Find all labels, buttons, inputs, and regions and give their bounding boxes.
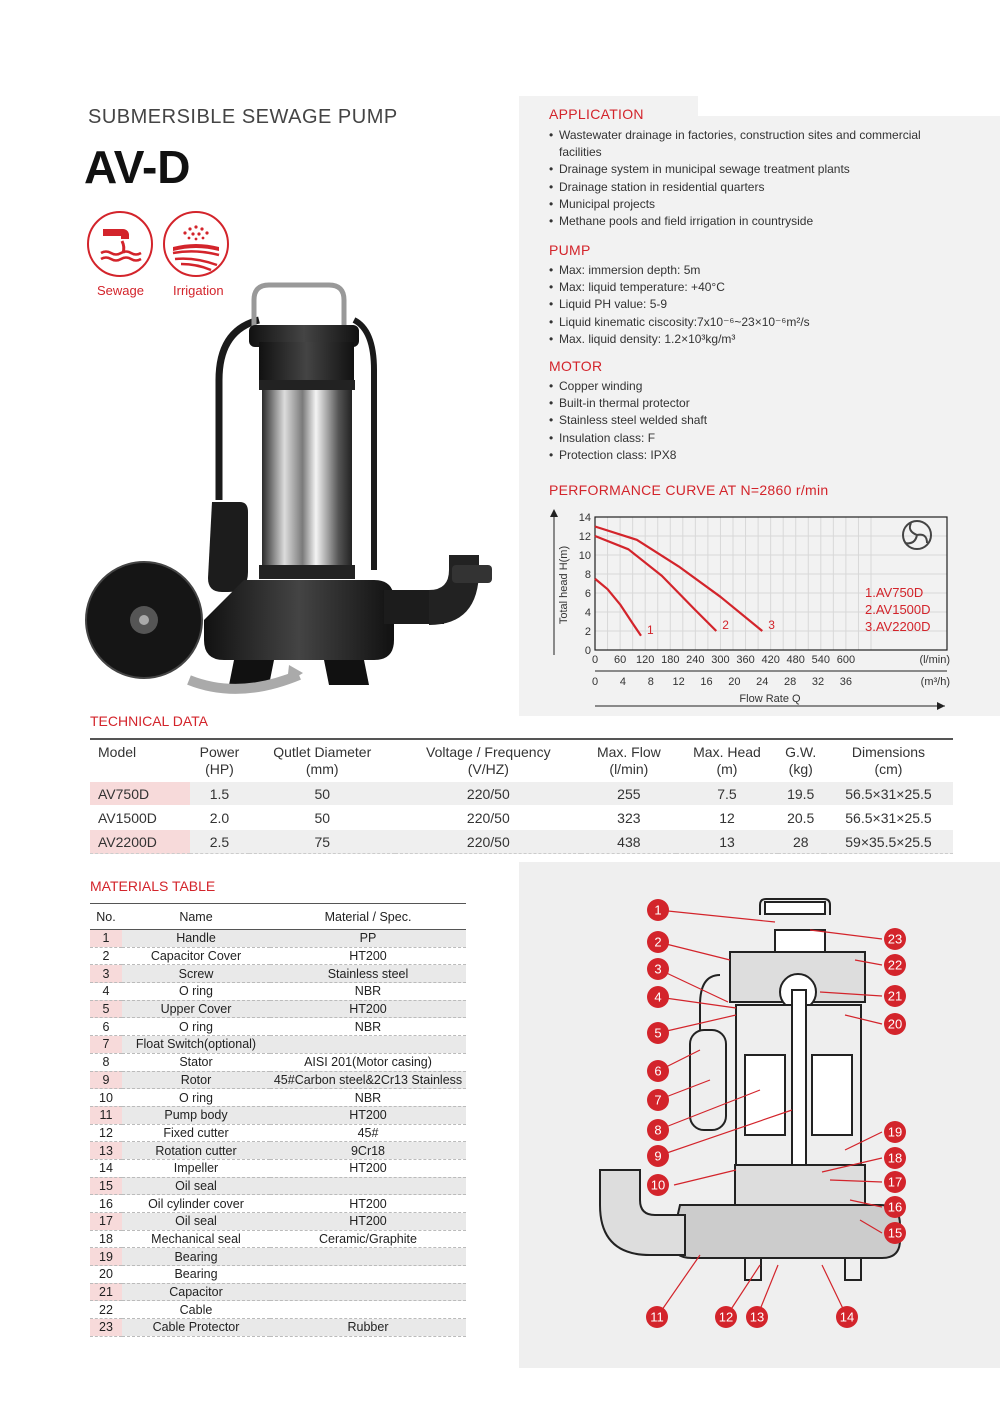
table-row [90,1124,466,1142]
table-cell: 20 [90,1266,122,1284]
table-cell: Capacitor [122,1283,270,1301]
callout-number: 9 [654,1148,662,1164]
table-cell: NBR [270,1089,466,1107]
x-axis-arrowhead [937,702,945,710]
column-header [90,739,190,782]
table-cell: PP [270,930,466,948]
table-cell: 19 [90,1248,122,1266]
impeller-icon-blades [905,523,927,543]
table-cell: 50 [249,806,395,830]
table-cell: 22 [90,1301,122,1319]
x-tick-label-m3h: 4 [619,676,626,688]
table-row [90,1301,466,1319]
table-cell: 12 [90,1124,122,1142]
table-cell: HT200 [270,1213,466,1231]
column-header-label: Dimensions [851,744,926,760]
table-row [90,1142,466,1160]
list-item: facilities [559,145,602,160]
x-tick-label-m3h: 16 [700,676,713,688]
table-cell [270,1248,466,1266]
table-cell: NBR [270,1018,466,1036]
callout-number: 3 [654,961,662,977]
table-cell [270,1036,466,1054]
table-cell: HT200 [270,947,466,965]
badge-label-irrigation: Irrigation [173,283,224,298]
badge-label-sewage: Sewage [97,283,144,298]
table-cell: Float Switch(optional) [122,1036,270,1054]
callout-number: 6 [654,1063,662,1079]
y-tick-label: 2 [584,626,591,638]
x-tick-label-m3h: 24 [756,676,769,688]
table-cell [270,1301,466,1319]
table-cell: 59×35.5×25.5 [824,830,953,854]
column-header-label: G.W. [785,744,817,760]
table-row [90,1018,466,1036]
table-row [90,1106,466,1124]
table-cell: 23 [90,1319,122,1337]
list-item: • Liquid PH value: 5-9 [549,296,810,313]
y-tick-label: 8 [584,569,591,581]
x-tick-label: 120 [636,654,655,666]
table-cell: 220/50 [395,806,581,830]
legend-entry: 3.AV2200D [865,619,931,634]
table-row [90,1195,466,1213]
table-cell: 8 [90,1053,122,1071]
list-item: • Built-in thermal protector [549,395,707,412]
irrigation-icon [165,213,227,275]
x-tick-label-m3h: 36 [839,676,853,688]
y-tick-label: 14 [578,512,591,524]
table-cell: 255 [581,782,676,806]
table-cell: HT200 [270,1106,466,1124]
column-header [676,739,777,782]
callout-number: 2 [654,934,662,950]
table-cell: 17 [90,1213,122,1231]
table-cell: Pump body [122,1106,270,1124]
x-tick-label-m3h: 0 [591,676,599,688]
column-header-label: Max. Flow [596,744,661,760]
table-row [90,1213,466,1231]
table-cell: 15 [90,1177,122,1195]
column-header [249,739,395,782]
column-header-label: Model [98,744,137,760]
table-cell: AV2200D [90,830,190,854]
column-header-unit: (m) [716,761,738,777]
table-cell: 19.5 [778,782,824,806]
list-item: • Stainless steel welded shaft [549,412,707,429]
table-cell: AISI 201(Motor casing) [270,1053,466,1071]
table-cell: Handle [122,930,270,948]
list-item: • Insulation class: F [549,430,707,447]
list-item: • Liquid kinematic ciscosity:7x10⁻⁶~23×10⁻⁶m²/s [549,314,810,331]
callout-number: 4 [654,989,662,1005]
series-label: 1 [647,622,654,637]
table-cell: NBR [270,983,466,1001]
column-header-label: Voltage / Frequency [426,744,551,760]
motor-list [549,378,707,464]
callout-number: 17 [887,1174,903,1190]
table-cell: 12 [676,806,777,830]
table-cell: 45# [270,1124,466,1142]
column-header-unit: (cm) [874,761,903,777]
list-item: • Municipal projects [549,196,921,213]
sewage-badge [87,211,153,277]
table-cell: Screw [122,965,270,983]
column-header-unit: (HP) [205,761,234,777]
x-tick-label: 360 [736,654,755,666]
column-header [395,739,581,782]
table-row [90,1036,466,1054]
legend-entry: 2.AV1500D [865,602,931,617]
table-cell: HT200 [270,1195,466,1213]
table-cell: 9 [90,1071,122,1089]
table-cell: 7.5 [676,782,777,806]
callout-number: 14 [839,1309,855,1325]
table-cell: 50 [249,782,395,806]
x-axis-label: Flow Rate Q [739,693,801,705]
y-tick-label: 10 [578,550,591,562]
table-cell: Impeller [122,1159,270,1177]
column-header-name: Name [122,904,270,930]
table-row [90,1089,466,1107]
table-cell: 56.5×31×25.5 [824,806,953,830]
table-cell: 45#Carbon steel&2Cr13 Stainless [270,1071,466,1089]
callout-number: 10 [650,1177,666,1193]
y-tick-label: 12 [578,531,591,543]
table-cell: HT200 [270,1000,466,1018]
callout-number: 19 [887,1124,903,1140]
technical-title: TECHNICAL DATA [90,713,208,729]
table-cell: Stainless steel [270,965,466,983]
table-cell: 7 [90,1036,122,1054]
list-item: • Methane pools and field irrigation in countryside [549,213,921,230]
table-cell: 16 [90,1195,122,1213]
table-cell: 220/50 [395,782,581,806]
list-item: • Wastewater drainage in factories, construction sites and commercial [549,127,921,144]
table-cell: 9Cr18 [270,1142,466,1160]
table-cell: 20.5 [778,806,824,830]
table-cell: 56.5×31×25.5 [824,782,953,806]
column-header-material: Material / Spec. [270,904,466,930]
x-tick-label: 540 [811,654,830,666]
table-row [90,1319,466,1337]
column-header-unit: (V/HZ) [467,761,509,777]
callout-number: 18 [887,1150,903,1166]
table-cell: 438 [581,830,676,854]
table-cell: 2 [90,947,122,965]
callout-number: 11 [650,1309,664,1325]
table-cell: O ring [122,1018,270,1036]
table-row [90,1159,466,1177]
table-cell: 11 [90,1106,122,1124]
column-header-label: Power [199,744,240,760]
application-title: APPLICATION [549,106,644,122]
table-cell: Cable [122,1301,270,1319]
table-cell: 21 [90,1283,122,1301]
column-header [581,739,676,782]
callout-number: 21 [887,988,903,1004]
table-row [90,947,466,965]
spec-panel-notch [698,96,1000,116]
table-cell: Stator [122,1053,270,1071]
series-line-2 [595,536,716,631]
callout-number: 15 [887,1225,903,1241]
x-tick-label: 180 [661,654,680,666]
table-cell: Rubber [270,1319,466,1337]
x-tick-label: 600 [836,654,856,666]
table-cell: Mechanical seal [122,1230,270,1248]
list-item: • Copper winding [549,378,707,395]
column-header-label: Max. Head [693,744,761,760]
pump-list [549,262,810,348]
materials-table [90,903,466,1337]
table-row [90,806,953,830]
x-unit-lmin: (l/min) [919,654,950,666]
table-cell: 28 [778,830,824,854]
table-cell: AV1500D [90,806,190,830]
table-cell: 4 [90,983,122,1001]
column-header [824,739,953,782]
table-cell: Upper Cover [122,1000,270,1018]
pump-title: PUMP [549,242,591,258]
callout-number: 5 [654,1025,662,1041]
table-row [90,1000,466,1018]
y-tick-label: 6 [584,588,591,600]
motor-title: MOTOR [549,358,603,374]
list-item: • Drainage system in municipal sewage treatment plants [549,161,921,178]
callout-number: 1 [654,902,662,918]
performance-title: PERFORMANCE CURVE AT N=2860 r/min [549,482,829,498]
table-cell: 75 [249,830,395,854]
table-cell: Oil seal [122,1177,270,1195]
callout-number: 13 [749,1309,765,1325]
table-row [90,1053,466,1071]
table-row [90,1248,466,1266]
table-row [90,1266,466,1284]
table-cell: Oil seal [122,1213,270,1231]
callout-number: 16 [887,1199,903,1215]
y-tick-label: 4 [584,607,591,619]
table-cell: Ceramic/Graphite [270,1230,466,1248]
table-cell: 2.0 [190,806,249,830]
table-cell: 18 [90,1230,122,1248]
column-header-no: No. [90,904,122,930]
table-cell: 6 [90,1018,122,1036]
table-cell: Cable Protector [122,1319,270,1337]
list-item: • Max: immersion depth: 5m [549,262,810,279]
table-cell: Rotor [122,1071,270,1089]
x-tick-label-m3h: 32 [811,676,825,688]
table-row [90,1230,466,1248]
legend-entry: 1.AV750D [865,585,924,600]
list-item: • Max: liquid temperature: +40°C [549,279,810,296]
x-tick-label: 60 [613,654,627,666]
table-cell: Capacitor Cover [122,947,270,965]
table-cell: HT200 [270,1159,466,1177]
table-row [90,1177,466,1195]
column-header [778,739,824,782]
table-cell: 1.5 [190,782,249,806]
sewage-icon [89,213,151,275]
application-list [549,127,921,230]
x-tick-label-m3h: 12 [672,676,685,688]
column-header-label: Qutlet Diameter [273,744,372,760]
series-label: 2 [722,618,729,632]
table-cell: 220/50 [395,830,581,854]
callout-number: 20 [887,1016,903,1032]
x-tick-label: 300 [711,654,730,666]
model-title: AV-D [84,141,191,193]
list-item: • Protection class: IPX8 [549,447,707,464]
table-cell: O ring [122,983,270,1001]
table-cell: 13 [676,830,777,854]
pump-cross-section-diagram [560,880,980,1340]
callout-number: 8 [654,1122,662,1138]
table-cell: Rotation cutter [122,1142,270,1160]
table-row [90,1071,466,1089]
table-row [90,965,466,983]
irrigation-badge [163,211,229,277]
table-cell: Fixed cutter [122,1124,270,1142]
table-cell: 13 [90,1142,122,1160]
column-header-unit [98,761,190,778]
series-line-1 [595,579,641,636]
callout-number: 22 [887,957,903,973]
table-cell: Bearing [122,1248,270,1266]
table-cell: AV750D [90,782,190,806]
table-cell: O ring [122,1089,270,1107]
technical-table [90,738,953,854]
table-row [90,930,466,948]
callout-number: 12 [718,1309,734,1325]
table-cell: Oil cylinder cover [122,1195,270,1213]
x-tick-label: 420 [761,654,780,666]
table-cell: 3 [90,965,122,983]
table-cell: 1 [90,930,122,948]
column-header-unit: (kg) [788,761,813,777]
table-cell: 10 [90,1089,122,1107]
x-tick-label-m3h: 28 [784,676,797,688]
table-cell: 323 [581,806,676,830]
y-tick-label: 0 [584,645,591,657]
callout-number: 7 [654,1092,662,1108]
x-tick-label-m3h: 8 [647,676,654,688]
list-item: • Drainage station in residential quarters [549,179,921,196]
table-cell [270,1266,466,1284]
x-tick-label: 240 [686,654,705,666]
page-subtitle: SUBMERSIBLE SEWAGE PUMP [88,106,398,128]
column-header-unit: (l/min) [609,761,649,777]
y-axis-label: Total head H(m) [558,545,570,625]
list-item: • Max. liquid density: 1.2×10³kg/m³ [549,331,810,348]
table-row [90,830,953,854]
column-header [190,739,249,782]
table-row [90,782,953,806]
x-tick-label: 480 [786,654,805,666]
column-header-unit: (mm) [305,761,339,777]
x-tick-label: 0 [591,654,599,666]
pump-product-image [84,280,514,710]
callout-number: 23 [887,931,903,947]
table-cell: 5 [90,1000,122,1018]
y-axis-arrowhead [550,509,558,517]
table-cell [270,1283,466,1301]
materials-title: MATERIALS TABLE [90,878,216,894]
table-row [90,983,466,1001]
table-cell: Bearing [122,1266,270,1284]
x-tick-label-m3h: 20 [728,676,741,688]
table-cell: 2.5 [190,830,249,854]
table-cell [270,1177,466,1195]
x-unit-m3h: (m³/h) [920,676,950,688]
performance-chart [540,505,960,715]
table-cell: 14 [90,1159,122,1177]
series-label: 3 [768,618,775,632]
table-row [90,1283,466,1301]
